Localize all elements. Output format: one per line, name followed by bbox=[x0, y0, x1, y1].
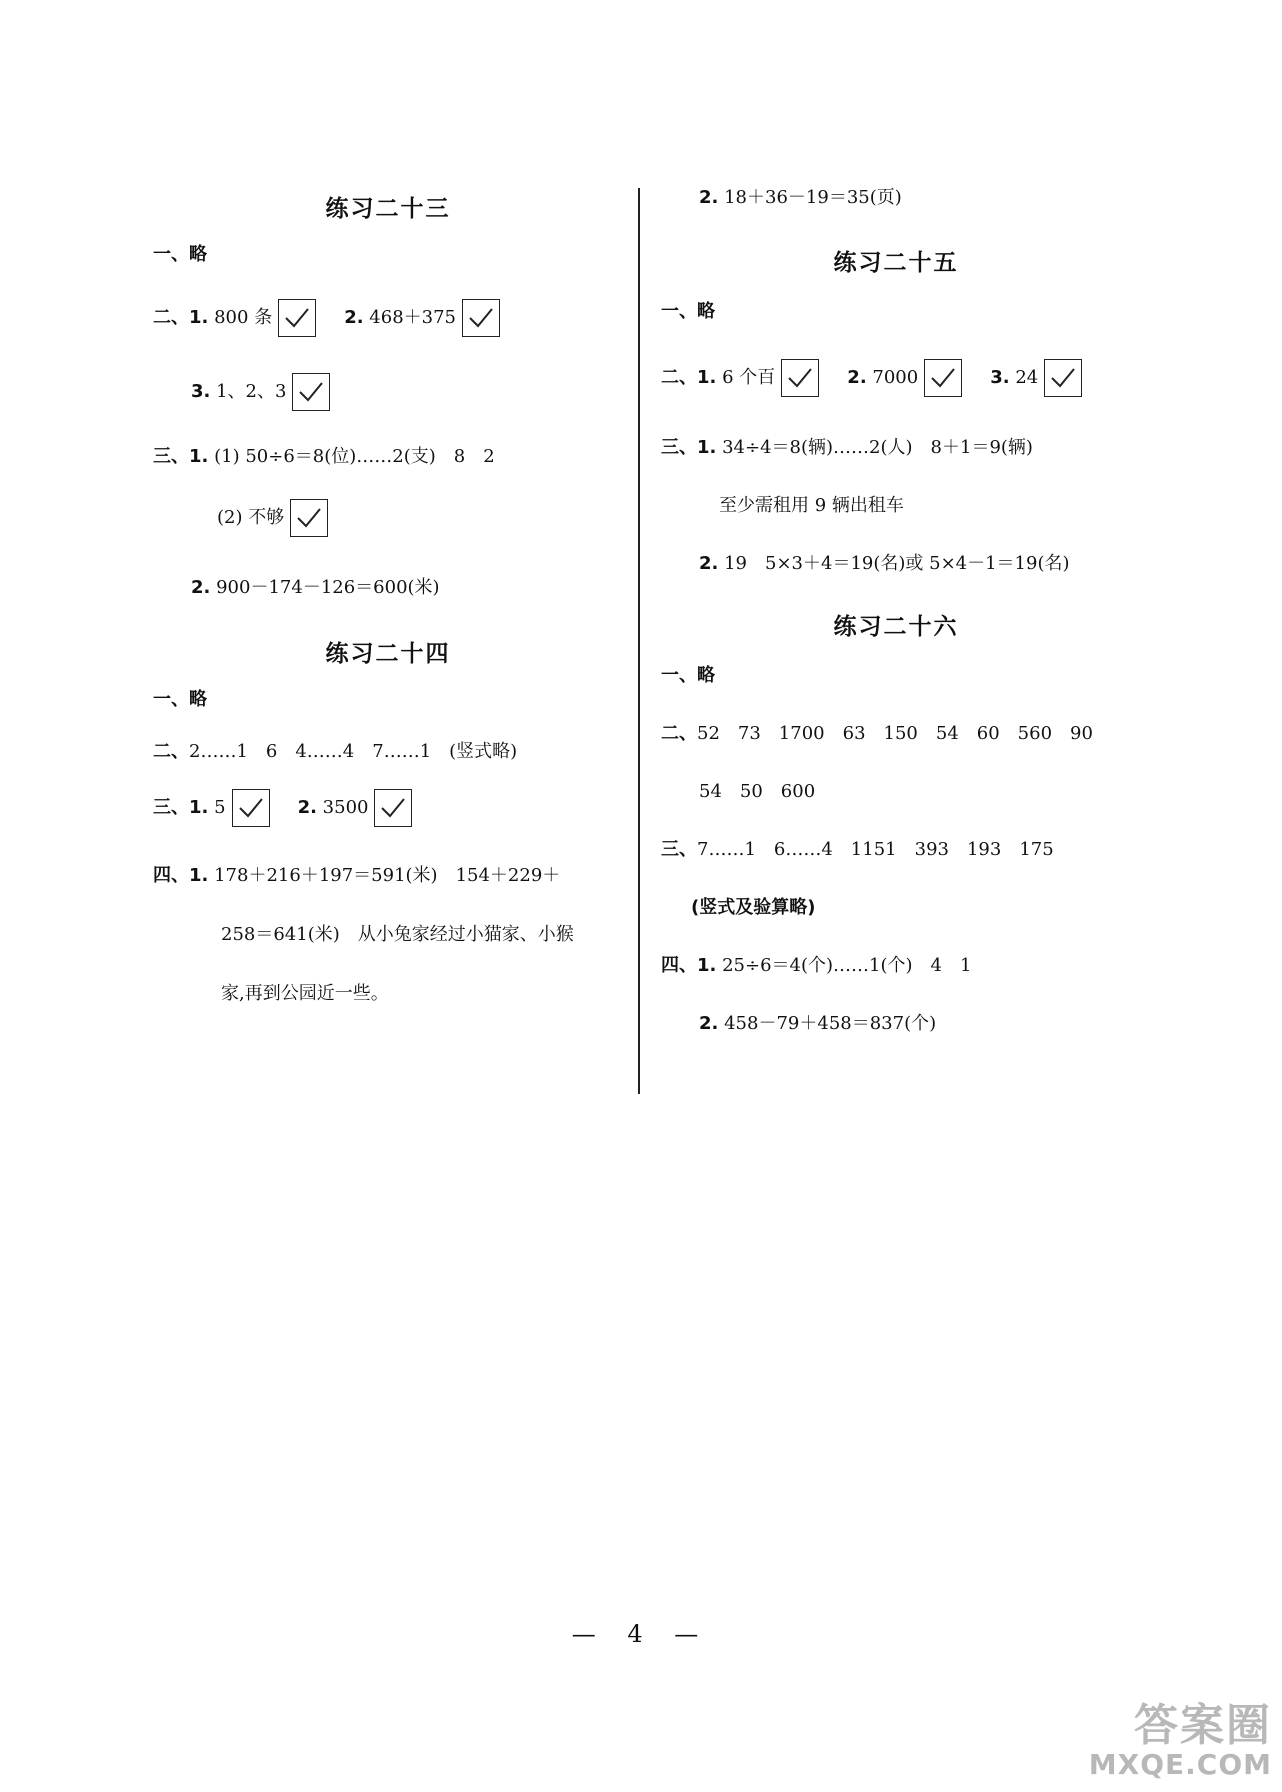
s25-line-1: 一、 略 bbox=[661, 301, 715, 322]
watermark-logo-text: 答案圈 bbox=[1134, 1700, 1272, 1751]
check-icon bbox=[468, 307, 494, 329]
s26-line-4: 三、 7……1 6……4 1151 393 193 175 bbox=[661, 839, 1054, 860]
checkbox-checked bbox=[374, 789, 412, 827]
check-icon bbox=[298, 381, 324, 403]
s26-line-5: (竖式及验算略) bbox=[691, 897, 816, 918]
s26-line-1: 一、 略 bbox=[661, 665, 715, 686]
s23-line-4: 三、 1. (1) 50÷6＝8(位)……2(支) 8 2 bbox=[153, 446, 495, 467]
carryover-line: 2. 18＋36－19＝35(页) bbox=[699, 187, 902, 208]
s23-line-5: (2) 不够 bbox=[217, 498, 328, 538]
s23-line-6: 2. 900－174－126＝600(米) bbox=[191, 577, 440, 598]
checkbox-checked bbox=[278, 299, 316, 337]
s26-line-6: 四、 1. 25÷6＝4(个)……1(个) 4 1 bbox=[661, 955, 972, 976]
s24-line-1: 一、 略 bbox=[153, 689, 207, 710]
check-icon bbox=[284, 307, 310, 329]
checkbox-checked bbox=[1044, 359, 1082, 397]
s24-line-3: 三、 1. 5 2. 3500 bbox=[153, 788, 412, 828]
check-icon bbox=[238, 797, 264, 819]
s26-line-7: 2. 458－79＋458＝837(个) bbox=[699, 1013, 937, 1034]
s25-line-5: 2. 19 5×3＋4＝19(名)或 5×4－1＝19(名) bbox=[699, 553, 1070, 574]
s23-line-1: 一、 略 bbox=[153, 244, 207, 265]
section-title-23: 练习二十三 bbox=[325, 196, 451, 222]
check-icon bbox=[380, 797, 406, 819]
section-title-24: 练习二十四 bbox=[325, 641, 451, 667]
checkbox-checked bbox=[290, 499, 328, 537]
s24-line-2: 二、 2……1 6 4……4 7……1 (竖式略) bbox=[153, 741, 518, 762]
s25-line-2: 二、 1. 6 个百 2. 7000 3. 24 bbox=[661, 358, 1082, 398]
watermark bbox=[1072, 1702, 1272, 1786]
section-title-26: 练习二十六 bbox=[833, 614, 959, 640]
checkbox-checked bbox=[781, 359, 819, 397]
checkbox-checked bbox=[232, 789, 270, 827]
s24-line-5: 258＝641(米) 从小兔家经过小猫家、小猴 bbox=[221, 924, 574, 945]
s23-line-2: 二、 1. 800 条 2. 468＋375 bbox=[153, 298, 500, 338]
checkbox-checked bbox=[462, 299, 500, 337]
column-divider bbox=[638, 188, 640, 1094]
page-number: — 4 — bbox=[571, 1620, 711, 1648]
checkbox-checked bbox=[924, 359, 962, 397]
watermark-url: MXQE.COM bbox=[1088, 1748, 1272, 1781]
s26-line-3: 54 50 600 bbox=[699, 781, 816, 802]
s24-line-4: 四、 1. 178＋216＋197＝591(米) 154＋229＋ bbox=[153, 865, 561, 886]
checkbox-checked bbox=[292, 373, 330, 411]
check-icon bbox=[296, 507, 322, 529]
check-icon bbox=[930, 367, 956, 389]
s24-line-6: 家,再到公园近一些。 bbox=[221, 983, 389, 1004]
s23-line-3: 3. 1、2、3 bbox=[191, 372, 330, 412]
s25-line-4: 至少需租用 9 辆出租车 bbox=[719, 495, 904, 516]
section-title-25: 练习二十五 bbox=[833, 250, 959, 276]
s25-line-3: 三、 1. 34÷4＝8(辆)……2(人) 8＋1＝9(辆) bbox=[661, 437, 1033, 458]
check-icon bbox=[1050, 367, 1076, 389]
check-icon bbox=[787, 367, 813, 389]
s26-line-2: 二、 52 73 1700 63 150 54 60 560 90 bbox=[661, 723, 1093, 744]
